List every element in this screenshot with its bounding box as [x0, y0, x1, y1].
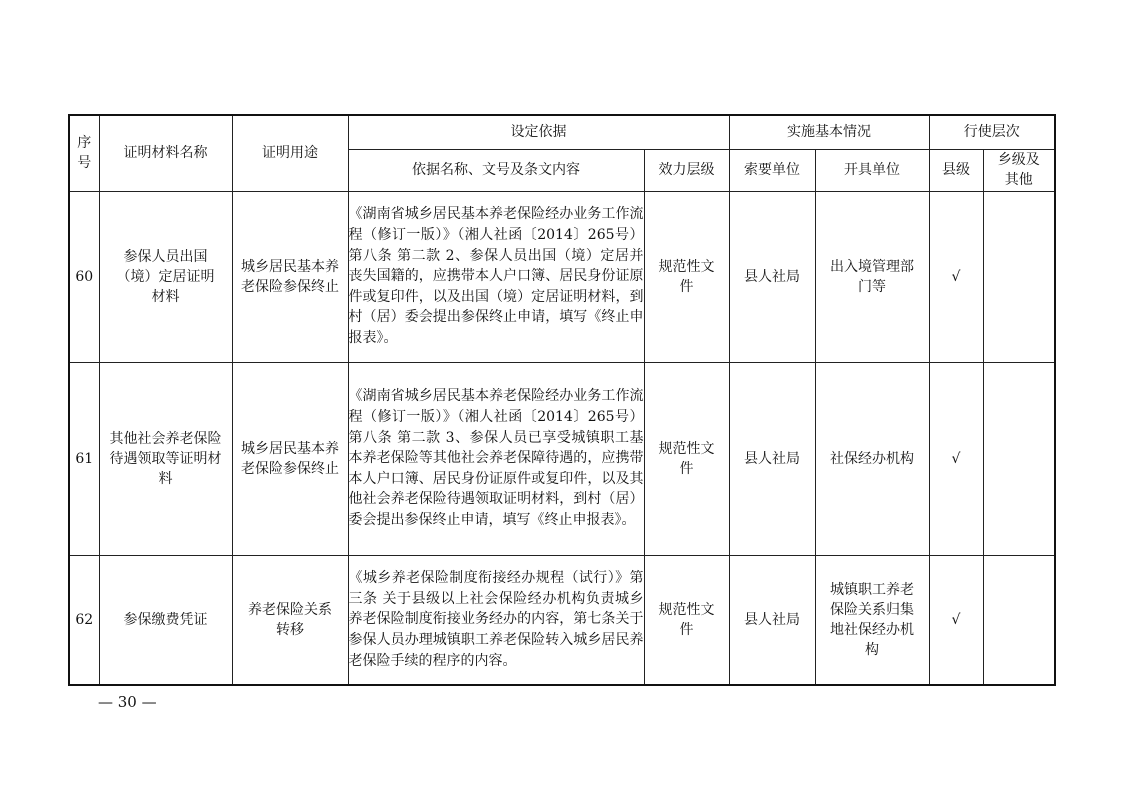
- row-material-name: 参保缴费凭证: [99, 555, 232, 685]
- header-implementation-group: 实施基本情况: [729, 115, 929, 149]
- row-require-unit: 县人社局: [729, 362, 815, 555]
- row-township: [983, 555, 1055, 685]
- row-usage: 城乡居民基本养老保险参保终止: [232, 362, 348, 555]
- header-seq: 序号: [69, 115, 99, 191]
- row-require-unit: 县人社局: [729, 555, 815, 685]
- row-basis: 《城乡养老保险制度衔接经办规程（试行）》第三条 关于县级以上社会保险经办机构负责城乡养老保险制度衔接业务经办的内容，第七条关于参保人员办理城镇职工养老保险转入城乡居民养老保险手续的程序的内容。: [348, 555, 644, 685]
- header-effect-level: 效力层级: [644, 149, 729, 191]
- row-county-check: √: [929, 555, 983, 685]
- row-usage: 养老保险关系转移: [232, 555, 348, 685]
- row-township: [983, 191, 1055, 362]
- header-require-unit: 索要单位: [729, 149, 815, 191]
- header-exercise-level-group: 行使层次: [929, 115, 1055, 149]
- page-number: — 30 —: [98, 693, 157, 711]
- row-effect-level: 规范性文件: [644, 362, 729, 555]
- table-row: [69, 191, 1055, 362]
- row-usage: 城乡居民基本养老保险参保终止: [232, 191, 348, 362]
- row-county-check: √: [929, 362, 983, 555]
- header-basis-group: 设定依据: [348, 115, 729, 149]
- table-row: [69, 362, 1055, 555]
- header-basis-content: 依据名称、文号及条文内容: [348, 149, 644, 191]
- row-basis: 《湖南省城乡居民基本养老保险经办业务工作流程（修订一版）》（湘人社函〔2014〕265号）第八条 第二款 2、参保人员出国（境）定居并丧失国籍的，应携带本人户口簿、居民身份证原件或复印件，以及出国（境）定居证明材料，到村（居）委会提出参保终止申请，填写《终止申报表》。: [348, 191, 644, 362]
- certificate-table: [68, 114, 1056, 686]
- row-issue-unit: 出入境管理部门等: [815, 191, 929, 362]
- row-require-unit: 县人社局: [729, 191, 815, 362]
- header-county-level: 县级: [929, 149, 983, 191]
- row-basis: 《湖南省城乡居民基本养老保险经办业务工作流程（修订一版）》（湘人社函〔2014〕265号）第八条 第二款 3、参保人员已享受城镇职工基本养老保险等其他社会养老保障待遇的，应携带本人户口簿、居民身份证原件或复印件，以及其他社会养老保险待遇领取证明材料，到村（居）委会提出参保终止申请，填写《终止申报表》。: [348, 362, 644, 555]
- row-township: [983, 362, 1055, 555]
- table-row: [69, 555, 1055, 685]
- row-seq: 60: [69, 191, 99, 362]
- row-material-name: 其他社会养老保险待遇领取等证明材料: [99, 362, 232, 555]
- row-effect-level: 规范性文件: [644, 555, 729, 685]
- header-issue-unit: 开具单位: [815, 149, 929, 191]
- row-county-check: √: [929, 191, 983, 362]
- row-seq: 61: [69, 362, 99, 555]
- row-issue-unit: 社保经办机构: [815, 362, 929, 555]
- row-issue-unit: 城镇职工养老保险关系归集地社保经办机构: [815, 555, 929, 685]
- header-township-level: 乡级及其他: [983, 149, 1055, 191]
- row-seq: 62: [69, 555, 99, 685]
- header-material-name: 证明材料名称: [99, 115, 232, 191]
- header-row-1: [69, 115, 1055, 149]
- row-material-name: 参保人员出国（境）定居证明材料: [99, 191, 232, 362]
- header-usage: 证明用途: [232, 115, 348, 191]
- row-effect-level: 规范性文件: [644, 191, 729, 362]
